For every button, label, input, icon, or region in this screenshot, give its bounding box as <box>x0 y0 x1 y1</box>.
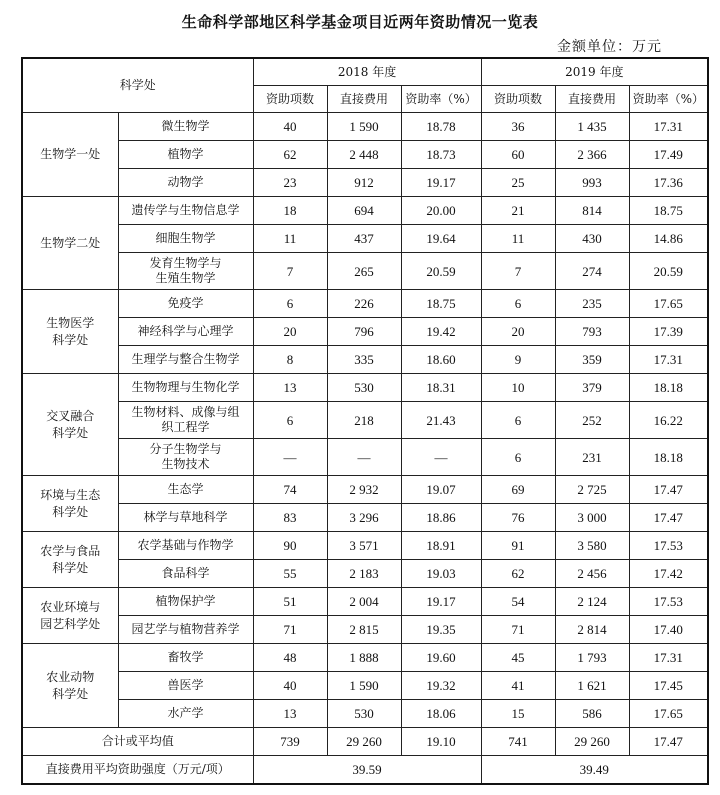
value-cell: 17.39 <box>629 318 708 346</box>
value-cell: 359 <box>555 346 629 374</box>
header-year-2018: 2018 年度 <box>253 58 481 86</box>
table-row <box>22 402 708 439</box>
table-row <box>22 588 708 616</box>
subject-cell: 园艺学与植物营养学 <box>118 616 253 644</box>
value-cell: 17.31 <box>629 644 708 672</box>
value-cell: 40 <box>253 672 327 700</box>
table-row <box>22 560 708 588</box>
value-cell: 6 <box>481 290 555 318</box>
value-cell: 3 296 <box>327 504 401 532</box>
header-rate-2018: 资助率（%） <box>401 86 481 113</box>
intensity-row <box>22 756 708 785</box>
table-row <box>22 169 708 197</box>
total-value-cell: 29 260 <box>555 728 629 756</box>
value-cell: 6 <box>481 439 555 476</box>
value-cell: 40 <box>253 113 327 141</box>
total-value-cell: 739 <box>253 728 327 756</box>
value-cell: 48 <box>253 644 327 672</box>
page-title: 生命科学部地区科学基金项目近两年资助情况一览表 <box>181 13 539 31</box>
header-year-2019: 2019 年度 <box>481 58 708 86</box>
value-cell: 2 932 <box>327 476 401 504</box>
value-cell: 18.06 <box>401 700 481 728</box>
value-cell: 17.42 <box>629 560 708 588</box>
table-row <box>22 346 708 374</box>
table-row <box>22 616 708 644</box>
value-cell: 1 435 <box>555 113 629 141</box>
value-cell: 20.59 <box>629 253 708 290</box>
value-cell: 20.59 <box>401 253 481 290</box>
intensity-2019: 39.49 <box>481 756 708 785</box>
value-cell: 2 725 <box>555 476 629 504</box>
header-cost-2019: 直接费用 <box>555 86 629 113</box>
value-cell: 17.47 <box>629 504 708 532</box>
value-cell: 252 <box>555 402 629 439</box>
value-cell: 17.31 <box>629 113 708 141</box>
header-dept: 科学处 <box>22 58 253 113</box>
table-row <box>22 439 708 476</box>
table-row <box>22 253 708 290</box>
table-row <box>22 644 708 672</box>
value-cell: 17.47 <box>629 476 708 504</box>
header-count-2018: 资助项数 <box>253 86 327 113</box>
value-cell: 9 <box>481 346 555 374</box>
value-cell: 18.31 <box>401 374 481 402</box>
total-value-cell: 29 260 <box>327 728 401 756</box>
value-cell: 18.78 <box>401 113 481 141</box>
header-rate-2019: 资助率（%） <box>629 86 708 113</box>
value-cell: 62 <box>481 560 555 588</box>
value-cell: 21.43 <box>401 402 481 439</box>
subject-cell: 畜牧学 <box>118 644 253 672</box>
total-row <box>22 728 708 756</box>
value-cell: 586 <box>555 700 629 728</box>
value-cell: 694 <box>327 197 401 225</box>
subject-cell: 生态学 <box>118 476 253 504</box>
value-cell: — <box>327 439 401 476</box>
value-cell: 17.49 <box>629 141 708 169</box>
table-row <box>22 290 708 318</box>
value-cell: 55 <box>253 560 327 588</box>
value-cell: 36 <box>481 113 555 141</box>
value-cell: 1 590 <box>327 672 401 700</box>
value-cell: 3 000 <box>555 504 629 532</box>
value-cell: 51 <box>253 588 327 616</box>
value-cell: 2 448 <box>327 141 401 169</box>
subject-cell: 水产学 <box>118 700 253 728</box>
value-cell: 69 <box>481 476 555 504</box>
value-cell: 19.60 <box>401 644 481 672</box>
header-count-2019: 资助项数 <box>481 86 555 113</box>
total-value-cell: 17.47 <box>629 728 708 756</box>
subject-cell: 生理学与整合生物学 <box>118 346 253 374</box>
value-cell: 19.42 <box>401 318 481 346</box>
value-cell: 379 <box>555 374 629 402</box>
value-cell: 18.73 <box>401 141 481 169</box>
value-cell: 18.18 <box>629 374 708 402</box>
value-cell: 7 <box>481 253 555 290</box>
value-cell: 18.75 <box>401 290 481 318</box>
value-cell: 530 <box>327 700 401 728</box>
value-cell: 235 <box>555 290 629 318</box>
value-cell: 2 124 <box>555 588 629 616</box>
subject-cell: 林学与草地科学 <box>118 504 253 532</box>
value-cell: 3 571 <box>327 532 401 560</box>
value-cell: 16.22 <box>629 402 708 439</box>
value-cell: 17.53 <box>629 588 708 616</box>
value-cell: 91 <box>481 532 555 560</box>
value-cell: 530 <box>327 374 401 402</box>
value-cell: 1 621 <box>555 672 629 700</box>
value-cell: 20 <box>253 318 327 346</box>
unit-label: 金额单位：万元 <box>557 39 662 55</box>
value-cell: 1 793 <box>555 644 629 672</box>
subject-cell: 生物材料、成像与组 织工程学 <box>118 402 253 439</box>
value-cell: 3 580 <box>555 532 629 560</box>
value-cell: 11 <box>481 225 555 253</box>
value-cell: 17.40 <box>629 616 708 644</box>
value-cell: 54 <box>481 588 555 616</box>
dept-cell: 农业环境与 园艺科学处 <box>22 588 118 644</box>
value-cell: 19.17 <box>401 588 481 616</box>
subject-cell: 兽医学 <box>118 672 253 700</box>
value-cell: 218 <box>327 402 401 439</box>
value-cell: 15 <box>481 700 555 728</box>
value-cell: 71 <box>481 616 555 644</box>
subject-cell: 免疫学 <box>118 290 253 318</box>
value-cell: 18.60 <box>401 346 481 374</box>
value-cell: 20 <box>481 318 555 346</box>
total-value-cell: 741 <box>481 728 555 756</box>
table-row <box>22 476 708 504</box>
value-cell: 17.65 <box>629 700 708 728</box>
subject-cell: 遗传学与生物信息学 <box>118 197 253 225</box>
value-cell: 18.91 <box>401 532 481 560</box>
value-cell: 912 <box>327 169 401 197</box>
subject-cell: 神经科学与心理学 <box>118 318 253 346</box>
value-cell: 793 <box>555 318 629 346</box>
subject-cell: 微生物学 <box>118 113 253 141</box>
value-cell: 76 <box>481 504 555 532</box>
table-row <box>22 318 708 346</box>
dept-cell: 生物学二处 <box>22 197 118 290</box>
intensity-2018: 39.59 <box>253 756 481 785</box>
dept-cell: 环境与生态 科学处 <box>22 476 118 532</box>
value-cell: 17.36 <box>629 169 708 197</box>
value-cell: 437 <box>327 225 401 253</box>
value-cell: 71 <box>253 616 327 644</box>
subject-cell: 农学基础与作物学 <box>118 532 253 560</box>
value-cell: 17.31 <box>629 346 708 374</box>
value-cell: 231 <box>555 439 629 476</box>
value-cell: 20.00 <box>401 197 481 225</box>
value-cell: 13 <box>253 374 327 402</box>
value-cell: 274 <box>555 253 629 290</box>
value-cell: 45 <box>481 644 555 672</box>
dept-cell: 农业动物 科学处 <box>22 644 118 728</box>
value-cell: — <box>253 439 327 476</box>
dept-cell: 生物学一处 <box>22 113 118 197</box>
value-cell: 7 <box>253 253 327 290</box>
value-cell: 2 814 <box>555 616 629 644</box>
value-cell: 90 <box>253 532 327 560</box>
value-cell: 2 815 <box>327 616 401 644</box>
value-cell: 14.86 <box>629 225 708 253</box>
value-cell: 19.35 <box>401 616 481 644</box>
value-cell: 62 <box>253 141 327 169</box>
value-cell: 2 183 <box>327 560 401 588</box>
value-cell: 18.18 <box>629 439 708 476</box>
header-cost-2018: 直接费用 <box>327 86 401 113</box>
value-cell: 11 <box>253 225 327 253</box>
subject-cell: 分子生物学与 生物技术 <box>118 439 253 476</box>
table-row <box>22 504 708 532</box>
intensity-label: 直接费用平均资助强度（万元/项） <box>22 756 253 785</box>
subject-cell: 动物学 <box>118 169 253 197</box>
value-cell: 13 <box>253 700 327 728</box>
value-cell: 18.75 <box>629 197 708 225</box>
value-cell: 6 <box>253 402 327 439</box>
subject-cell: 植物保护学 <box>118 588 253 616</box>
value-cell: 25 <box>481 169 555 197</box>
value-cell: 41 <box>481 672 555 700</box>
value-cell: 19.64 <box>401 225 481 253</box>
value-cell: 265 <box>327 253 401 290</box>
dept-cell: 农学与食品 科学处 <box>22 532 118 588</box>
subject-cell: 植物学 <box>118 141 253 169</box>
value-cell: 6 <box>481 402 555 439</box>
funding-table <box>21 57 709 785</box>
value-cell: 10 <box>481 374 555 402</box>
value-cell: 21 <box>481 197 555 225</box>
subject-cell: 发育生物学与 生殖生物学 <box>118 253 253 290</box>
table-row <box>22 113 708 141</box>
table-row <box>22 225 708 253</box>
value-cell: 19.07 <box>401 476 481 504</box>
value-cell: 8 <box>253 346 327 374</box>
table-row <box>22 197 708 225</box>
table-row <box>22 532 708 560</box>
value-cell: 993 <box>555 169 629 197</box>
value-cell: 814 <box>555 197 629 225</box>
table-row <box>22 141 708 169</box>
value-cell: 2 004 <box>327 588 401 616</box>
subject-cell: 细胞生物学 <box>118 225 253 253</box>
value-cell: 74 <box>253 476 327 504</box>
table-row <box>22 374 708 402</box>
value-cell: 18.86 <box>401 504 481 532</box>
value-cell: 1 888 <box>327 644 401 672</box>
value-cell: 23 <box>253 169 327 197</box>
dept-cell: 生物医学 科学处 <box>22 290 118 374</box>
value-cell: 19.32 <box>401 672 481 700</box>
value-cell: 19.17 <box>401 169 481 197</box>
total-label: 合计或平均值 <box>22 728 253 756</box>
subject-cell: 食品科学 <box>118 560 253 588</box>
value-cell: 17.65 <box>629 290 708 318</box>
value-cell: 2 456 <box>555 560 629 588</box>
value-cell: 430 <box>555 225 629 253</box>
value-cell: 17.45 <box>629 672 708 700</box>
table-row <box>22 672 708 700</box>
value-cell: 226 <box>327 290 401 318</box>
value-cell: 335 <box>327 346 401 374</box>
value-cell: 6 <box>253 290 327 318</box>
value-cell: 60 <box>481 141 555 169</box>
value-cell: — <box>401 439 481 476</box>
value-cell: 2 366 <box>555 141 629 169</box>
value-cell: 1 590 <box>327 113 401 141</box>
total-value-cell: 19.10 <box>401 728 481 756</box>
value-cell: 18 <box>253 197 327 225</box>
value-cell: 19.03 <box>401 560 481 588</box>
value-cell: 83 <box>253 504 327 532</box>
value-cell: 17.53 <box>629 532 708 560</box>
value-cell: 796 <box>327 318 401 346</box>
dept-cell: 交叉融合 科学处 <box>22 374 118 476</box>
subject-cell: 生物物理与生物化学 <box>118 374 253 402</box>
table-row <box>22 700 708 728</box>
